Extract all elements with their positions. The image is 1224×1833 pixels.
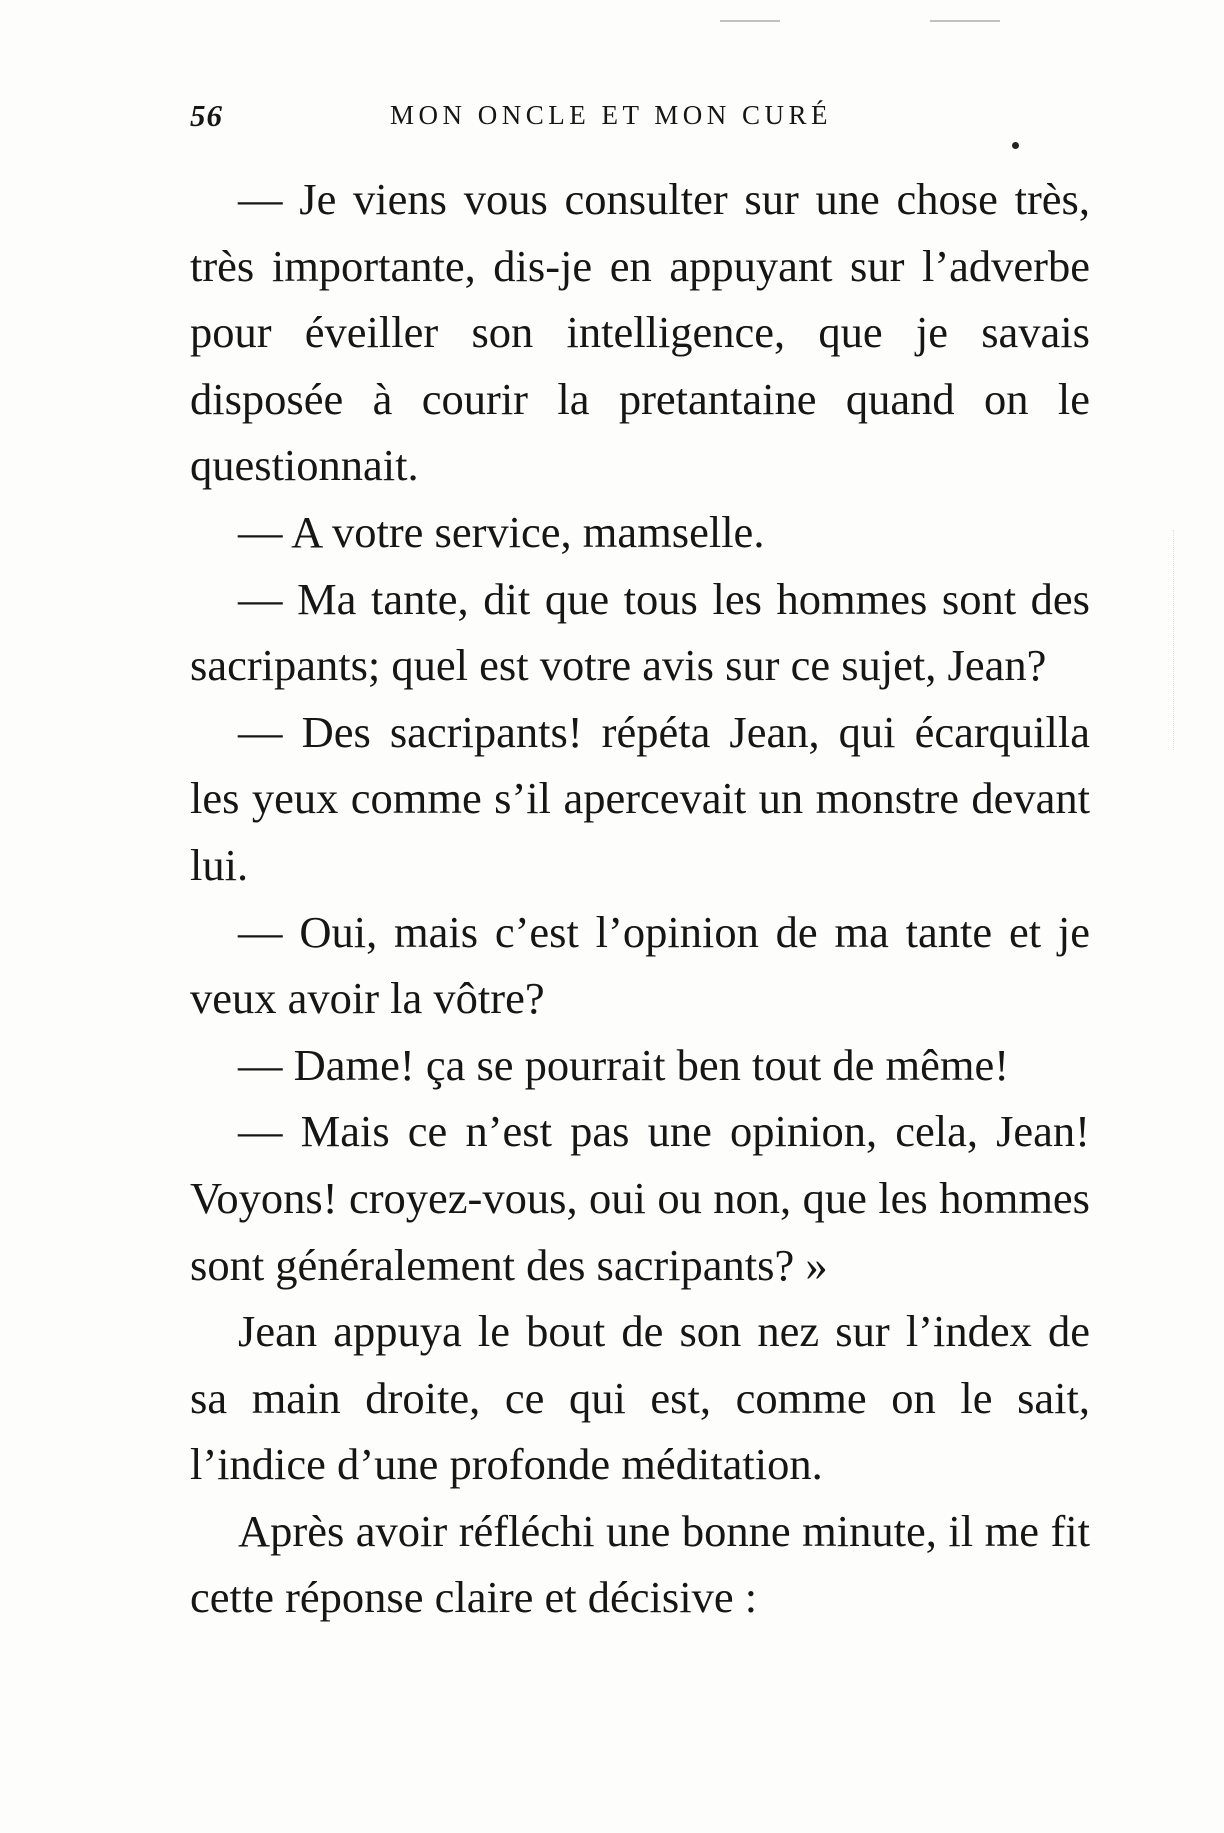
paragraph: Après avoir réfléchi une bonne minute, il me fit cette réponse claire et décisive : <box>190 1505 1090 1623</box>
paragraph: — Mais ce n’est pas une opinion, cela, Jean! Voyons! croyez-vous, oui ou non, que les hommes sont généralement des sacripants? » <box>190 1106 1090 1290</box>
running-title: MON ONCLE ET MON CURÉ <box>390 100 833 130</box>
page-header <box>190 92 1090 152</box>
page-edge-marks <box>1173 530 1194 750</box>
print-artifact <box>930 20 1000 22</box>
paragraph: — Je viens vous consulter sur une chose très, très importante, dis-je en appuyant sur l’adverbe pour éveiller son intelligence, que je savais disposée à courir la pretantaine quand on le questionnait. <box>190 174 1090 491</box>
print-artifact <box>720 20 780 22</box>
page-number: 56 <box>190 98 223 133</box>
paragraph: — A votre service, mamselle. <box>238 506 765 557</box>
paragraph: — Dame! ça se pourrait ben tout de même! <box>238 1039 1010 1090</box>
paragraph: Jean appuya le bout de son nez sur l’index de sa main droite, ce qui est, comme on le sait, l’indice d’une profonde méditation. <box>190 1306 1090 1490</box>
paragraph: — Oui, mais c’est l’opinion de ma tante et je veux avoir la vôtre? <box>190 906 1090 1024</box>
body-text <box>190 166 1090 1631</box>
paragraph: — Des sacripants! répéta Jean, qui écarquilla les yeux comme s’il apercevait un monstre devant lui. <box>190 706 1090 890</box>
ink-speck <box>1012 142 1019 149</box>
paragraph: — Ma tante, dit que tous les hommes sont des sacripants; quel est votre avis sur ce sujet, Jean? <box>190 573 1090 691</box>
